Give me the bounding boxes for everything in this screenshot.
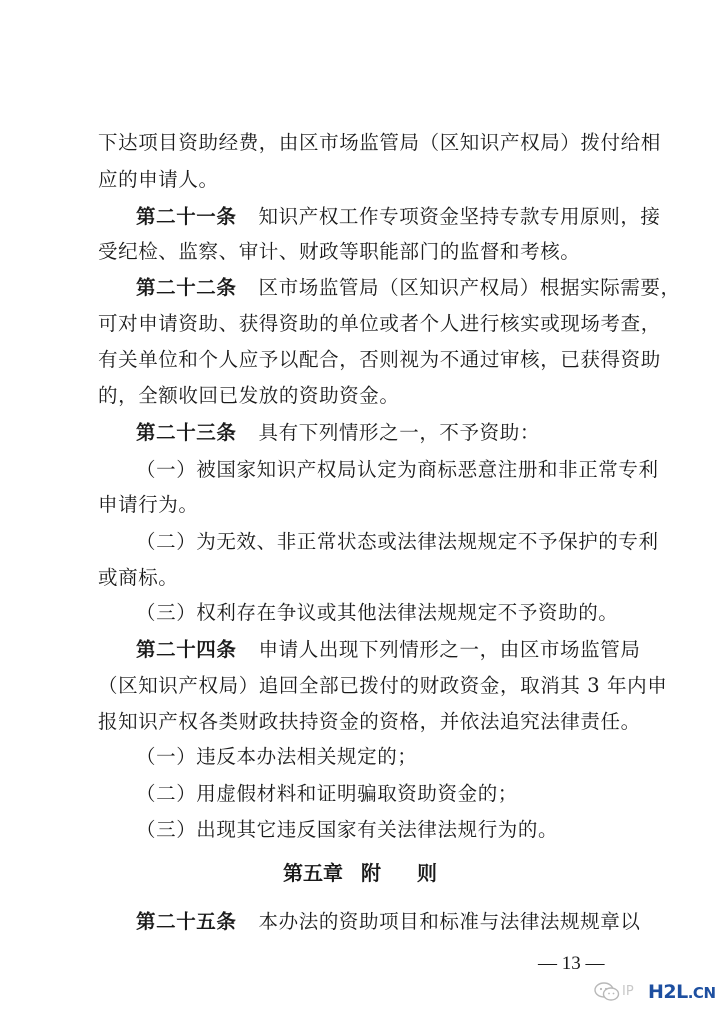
chapter-title-part: 则 xyxy=(417,861,437,885)
paragraph-line: 或商标。 xyxy=(98,566,179,589)
paragraph-line: 受纪检、监察、审计、财政等职能部门的监督和考核。 xyxy=(98,240,581,263)
logo-h2l-text: H2L xyxy=(648,981,688,1003)
chapter-title-part: 附 xyxy=(361,861,381,885)
page-number: — 13 — xyxy=(538,953,605,974)
paragraph-line: （区知识产权局）追回全部已拨付的财政资金，取消其 3 年内申 xyxy=(98,674,668,697)
list-item: （一）被国家知识产权局认定为商标恶意注册和非正常专利 xyxy=(136,458,659,481)
article-24-text: 申请人出现下列情形之一，由区市场监管局 xyxy=(258,638,641,661)
article-22-heading: 第二十二条 xyxy=(136,276,237,299)
article-23-line xyxy=(136,421,636,445)
list-item: （三）出现其它违反国家有关法律法规行为的。 xyxy=(136,818,559,841)
paragraph-line: 应的申请人。 xyxy=(98,168,219,191)
article-21-text: 知识产权工作专项资金坚持专款专用原则，接 xyxy=(258,205,661,228)
watermark xyxy=(592,978,716,1008)
list-item: （一）违反本办法相关规定的； xyxy=(136,745,418,768)
article-23-text: 具有下列情形之一，不予资助： xyxy=(258,421,540,444)
paragraph-line: 可对申请资助、获得资助的单位或者个人进行核实或现场考查， xyxy=(98,312,661,335)
article-22-text: 区市场监管局（区知识产权局）根据实际需要， xyxy=(258,276,681,299)
article-25-line xyxy=(136,910,641,934)
wechat-icon xyxy=(594,982,620,1002)
paragraph-line: 报知识产权各类财政扶持资金的资格，并依法追究法律责任。 xyxy=(98,710,641,733)
article-21-line xyxy=(136,205,661,229)
list-item: （二）为无效、非正常状态或法律法规规定不予保护的专利 xyxy=(136,530,659,553)
paragraph-line: 有关单位和个人应予以配合，否则视为不通过审核，已获得资助 xyxy=(98,348,661,371)
list-item: （二）用虚假材料和证明骗取资助资金的； xyxy=(136,782,518,805)
article-24-heading: 第二十四条 xyxy=(136,638,237,661)
paragraph-line: 下达项目资助经费，由区市场监管局（区知识产权局）拨付给相 xyxy=(98,131,661,154)
logo-cn-text: .CN xyxy=(687,984,716,1002)
article-22-line xyxy=(136,276,681,300)
paragraph-line: 申请行为。 xyxy=(98,493,199,516)
list-item: （三）权利存在争议或其他法律法规规定不予资助的。 xyxy=(136,601,619,624)
article-24-line xyxy=(136,638,641,662)
chapter-number: 第五章 xyxy=(283,861,343,885)
article-25-heading: 第二十五条 xyxy=(136,910,237,933)
h2l-logo xyxy=(648,981,716,1003)
article-25-text: 本办法的资助项目和标准与法律法规规章以 xyxy=(258,910,641,933)
chapter-heading xyxy=(0,860,720,886)
watermark-faint-text: IP xyxy=(622,984,634,999)
article-21-heading: 第二十一条 xyxy=(136,205,237,228)
article-23-heading: 第二十三条 xyxy=(136,421,237,444)
paragraph-line: 的，全额收回已发放的资助资金。 xyxy=(98,384,400,407)
